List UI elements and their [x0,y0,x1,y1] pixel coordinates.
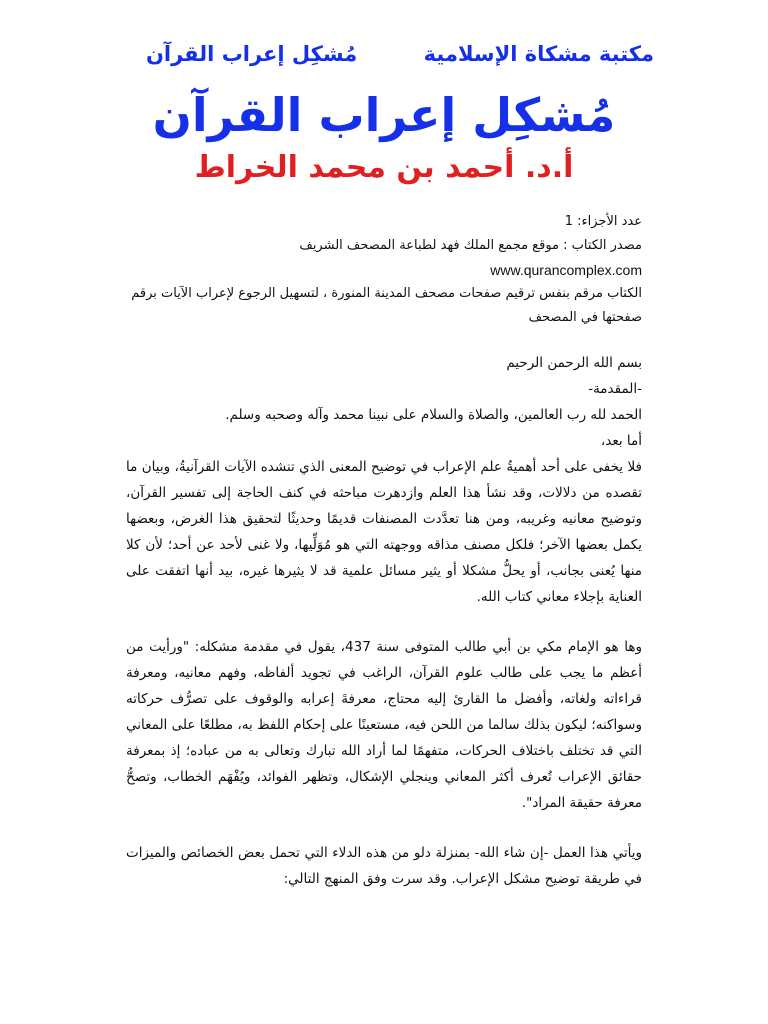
basmala: بسم الله الرحمن الرحيم [506,355,642,371]
book-title: مُشكِل إعراب القرآن [152,88,616,142]
introduction-text [126,350,642,892]
paragraph: فلا يخفى على أحد أهميةُ علم الإعراب في توضيح المعنى الذي تنشده الآيات القرآنيةُ، وبيان ما تقصده من دلالات، وقد نشأ هذا العلم وازدهرت مباحثه في كنف الحاجة إلى تفسير القرآن، وتوضيح معانيه وغريبه، ومن هنا تعدَّدت المصنفات قديمًا وحديثًا لتحقيق هذا الغرض، وبعضها يكمل بعضها الآخر؛ فلكل مصنف مذاقه ووجهته التي هو مُوَلِّيها، ولا غنى لأحد عن أحد؛ لأن كلا منها يُعنى بجانب، أو يحلُّ مشكلا أو يثير مسائل علمية قد لا يثيرها غيره، بيد أنها اتفقت على العناية بإجلاء معاني كتاب الله. [126,459,642,605]
section-heading: -المقدمة- [588,381,642,397]
paragraph: وها هو الإمام مكي بن أبي طالب المتوفى سنة 437، يقول في مقدمة مشكله: "ورأيت من أعظم ما يجب على طالب علوم القرآن، الراغب في تجويد ألفاظه، وفهم معانيه، ومعرفة قراءاته ولغاته، وأفضل ما القارئ إليه محتاج، معرفةَ إعرابه والوقوف على تصرُّف حركاته وسواكنه؛ ليكون بذلك سالما من اللحن فيه، مستعينًا على إحكام اللفظ به، مطلعًا على المعاني التي قد تختلف باختلاف الحركات، متفهمًا لما أراد الله تبارك وتعالى به من عباده؛ إذ بمعرفة حقائق الإعراب تُعرف أكثر المعاني وينجلي الإشكال، وتظهر الفوائد، ويُفْهَم الخطاب، وتصحُّ معرفة حقيقة المراد". [126,639,642,811]
paragraph: أما بعد، [600,433,642,449]
book-author: أ.د. أحمد بن محمد الخراط [194,150,574,185]
volume-count: عدد الأجزاء: 1 [564,214,642,229]
header-book-title: مُشكِل إعراب القرآن [146,42,358,66]
source-url: www.qurancomplex.com [490,262,642,278]
numbering-note: الكتاب مرقم بنفس ترقيم صفحات مصحف المدينة المنورة ، لتسهيل الرجوع لإعراب الآيات برقم صفحتها في المصحف [131,286,642,325]
spacer [126,610,642,634]
header-library-name: مكتبة مشكاة الإسلامية [423,42,654,66]
spacer [126,816,642,840]
paragraph: ويأتي هذا العمل -إن شاء الله- بمنزلة دلو من هذه الدلاء التي تحمل بعض الخصائص والميزات في طريقة توضيح مشكل الإعراب. وقد سرت وفق المنهج التالي: [126,845,642,887]
page-header [0,42,768,78]
paragraph: الحمد لله رب العالمين، والصلاة والسلام على نبينا محمد وآله وصحبه وسلم. [225,407,642,423]
book-source: مصدر الكتاب : موقع مجمع الملك فهد لطباعة المصحف الشريف [299,238,642,253]
book-metadata [122,210,642,330]
